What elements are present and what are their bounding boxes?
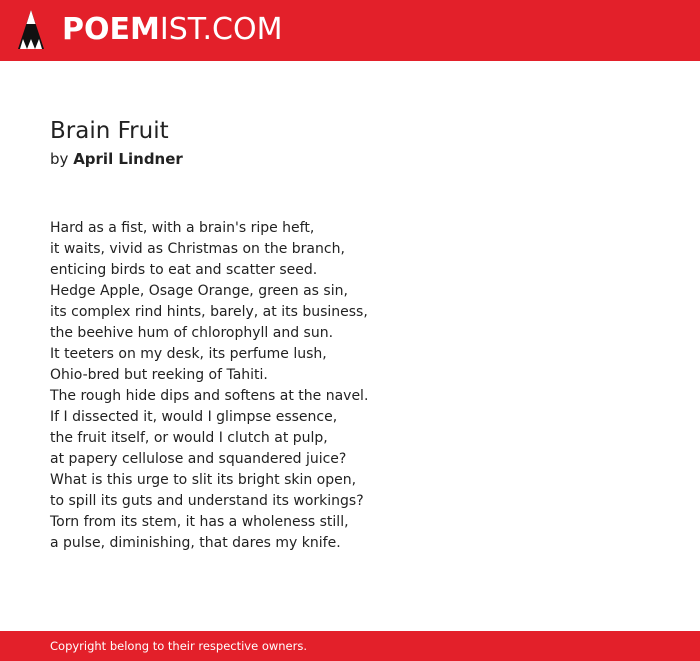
poem-author[interactable]: April Lindner: [73, 150, 183, 168]
poem-line: enticing birds to eat and scatter seed.: [50, 262, 318, 278]
site-logo[interactable]: [62, 13, 282, 47]
byline-prefix: by: [50, 150, 69, 168]
poem-line: What is this urge to slit its bright skin open,: [50, 472, 357, 488]
poem-line: the fruit itself, or would I clutch at pulp,: [50, 430, 328, 446]
poem-line: It teeters on my desk, its perfume lush,: [50, 346, 327, 362]
logo-bold-part: POEM: [62, 12, 160, 47]
copyright-text: Copyright belong to their respective owners.: [50, 639, 308, 653]
site-header: [0, 0, 700, 61]
poem-line: a pulse, diminishing, that dares my knife.: [50, 535, 341, 551]
poem-line: The rough hide dips and softens at the navel.: [50, 388, 369, 404]
site-footer: [0, 631, 700, 661]
poem-line: Hard as a fist, with a brain's ripe heft,: [50, 220, 315, 236]
pencil-icon[interactable]: [17, 9, 45, 51]
poem-byline: [50, 149, 183, 169]
poem-line: its complex rind hints, barely, at its business,: [50, 304, 368, 320]
poem-line: to spill its guts and understand its workings?: [50, 493, 364, 509]
poem-title: Brain Fruit: [50, 118, 169, 144]
poem-line: the beehive hum of chlorophyll and sun.: [50, 325, 334, 341]
poem-line: it waits, vivid as Christmas on the branch,: [50, 241, 345, 257]
poem-line: Ohio-bred but reeking of Tahiti.: [50, 367, 268, 383]
poem-line: at papery cellulose and squandered juice?: [50, 451, 347, 467]
poem-line: Torn from its stem, it has a wholeness still,: [50, 514, 349, 530]
logo-light-part: IST.COM: [159, 12, 283, 47]
poem-line: If I dissected it, would I glimpse essence,: [50, 409, 338, 425]
poem-body: [50, 218, 650, 554]
poem-line: Hedge Apple, Osage Orange, green as sin,: [50, 283, 348, 299]
